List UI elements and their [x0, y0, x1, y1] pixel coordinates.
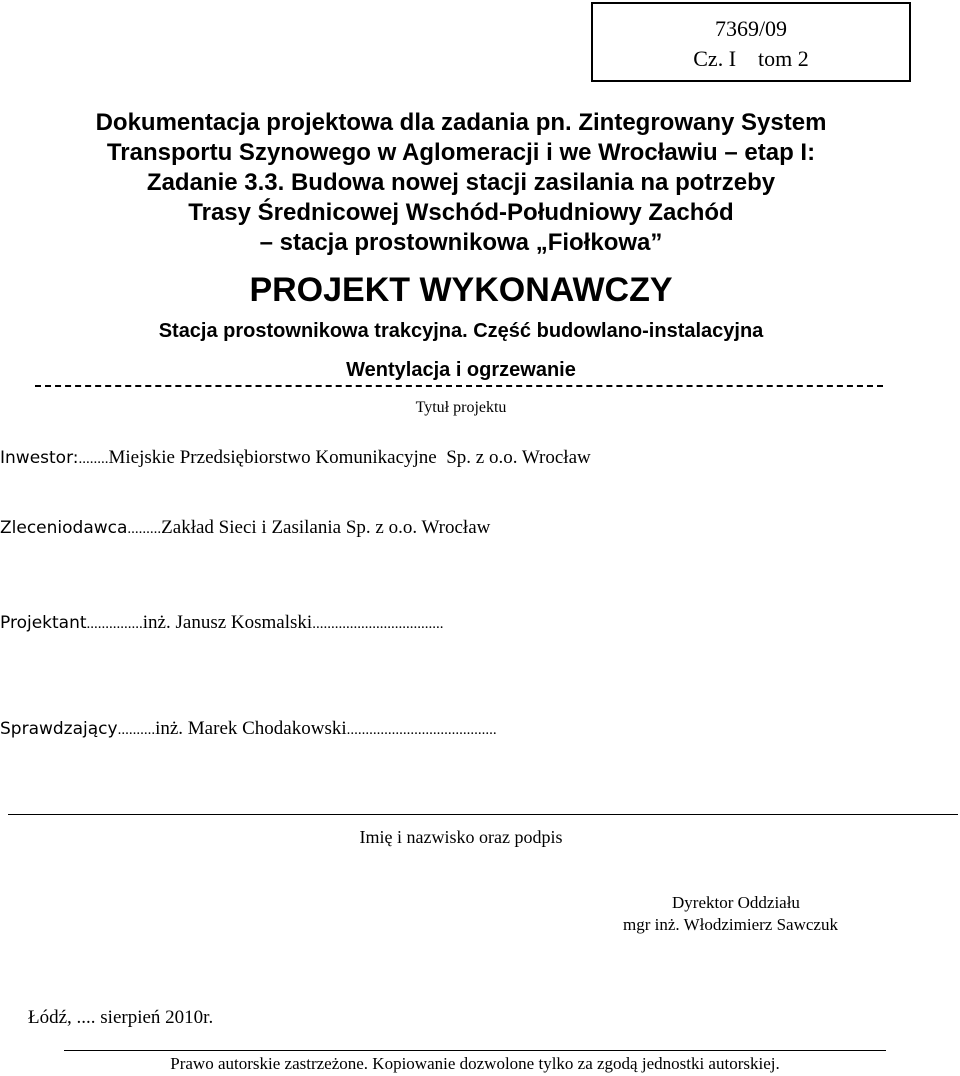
signature-caption: Imię i nazwisko oraz podpis [359, 827, 563, 847]
director-name: mgr inż. Włodzimierz Sawczuk [623, 915, 838, 934]
investor-value: Miejskie Przedsiębiorstwo Komunikacyjne Sp. z o.o. Wrocław [108, 447, 591, 468]
client-label: Zleceniodawca [0, 518, 128, 538]
signature-line [8, 814, 958, 815]
project-title-line-4: Trasy Średnicowej Wschód-Południowy Zachód [188, 199, 734, 226]
place-and-date: Łódź, .... sierpień 2010r. [28, 1007, 214, 1028]
dashed-separator [35, 385, 883, 387]
client-dots: ......... [127, 521, 162, 537]
project-title-line-2: Transportu Szynowego w Aglomeracji i we Wrocławiu – etap I: [106, 139, 816, 166]
subtitle-line-1: Stacja prostownikowa trakcyjna. Część budowlano-instalacyjna [158, 320, 764, 342]
investor-dots: ........ [78, 451, 109, 467]
client-field [0, 516, 490, 541]
checker-dots: .......... [117, 722, 156, 738]
director-title: Dyrektor Oddziału [672, 893, 800, 912]
subtitle-line-2: Wentylacja i ogrzewanie [346, 359, 576, 381]
checker-value: inż. Marek Chodakowski [155, 718, 347, 739]
designer-dots: ............... [86, 616, 143, 632]
designer-label: Projektant [0, 613, 87, 633]
reference-part-volume: Cz. I tom 2 [693, 46, 809, 71]
checker-label: Sprawdzający [0, 719, 118, 739]
project-title-line-3: Zadanie 3.3. Budowa nowej stacji zasilania na potrzeby [146, 169, 776, 196]
designer-field [0, 611, 443, 636]
title-caption: Tytuł projektu [415, 399, 507, 416]
investor-field [0, 446, 591, 471]
checker-trailing-dots: ........................................ [346, 722, 497, 738]
designer-value: inż. Janusz Kosmalski [142, 612, 313, 633]
checker-field [0, 717, 497, 742]
footer-line [64, 1050, 886, 1051]
project-title-line-5: – stacja prostownikowa „Fiołkowa” [259, 229, 663, 256]
project-title-line-1: Dokumentacja projektowa dla zadania pn. Zintegrowany System [95, 109, 827, 136]
investor-label: Inwestor: [0, 448, 79, 468]
project-type-heading: PROJEKT WYKONAWCZY [249, 271, 673, 309]
designer-trailing-dots: ................................... [312, 616, 444, 632]
client-value: Zakład Sieci i Zasilania Sp. z o.o. Wrocław [161, 517, 491, 538]
reference-number: 7369/09 [714, 16, 788, 41]
copyright-notice: Prawo autorskie zastrzeżone. Kopiowanie dozwolone tylko za zgodą jednostki autorskiej. [170, 1054, 780, 1073]
